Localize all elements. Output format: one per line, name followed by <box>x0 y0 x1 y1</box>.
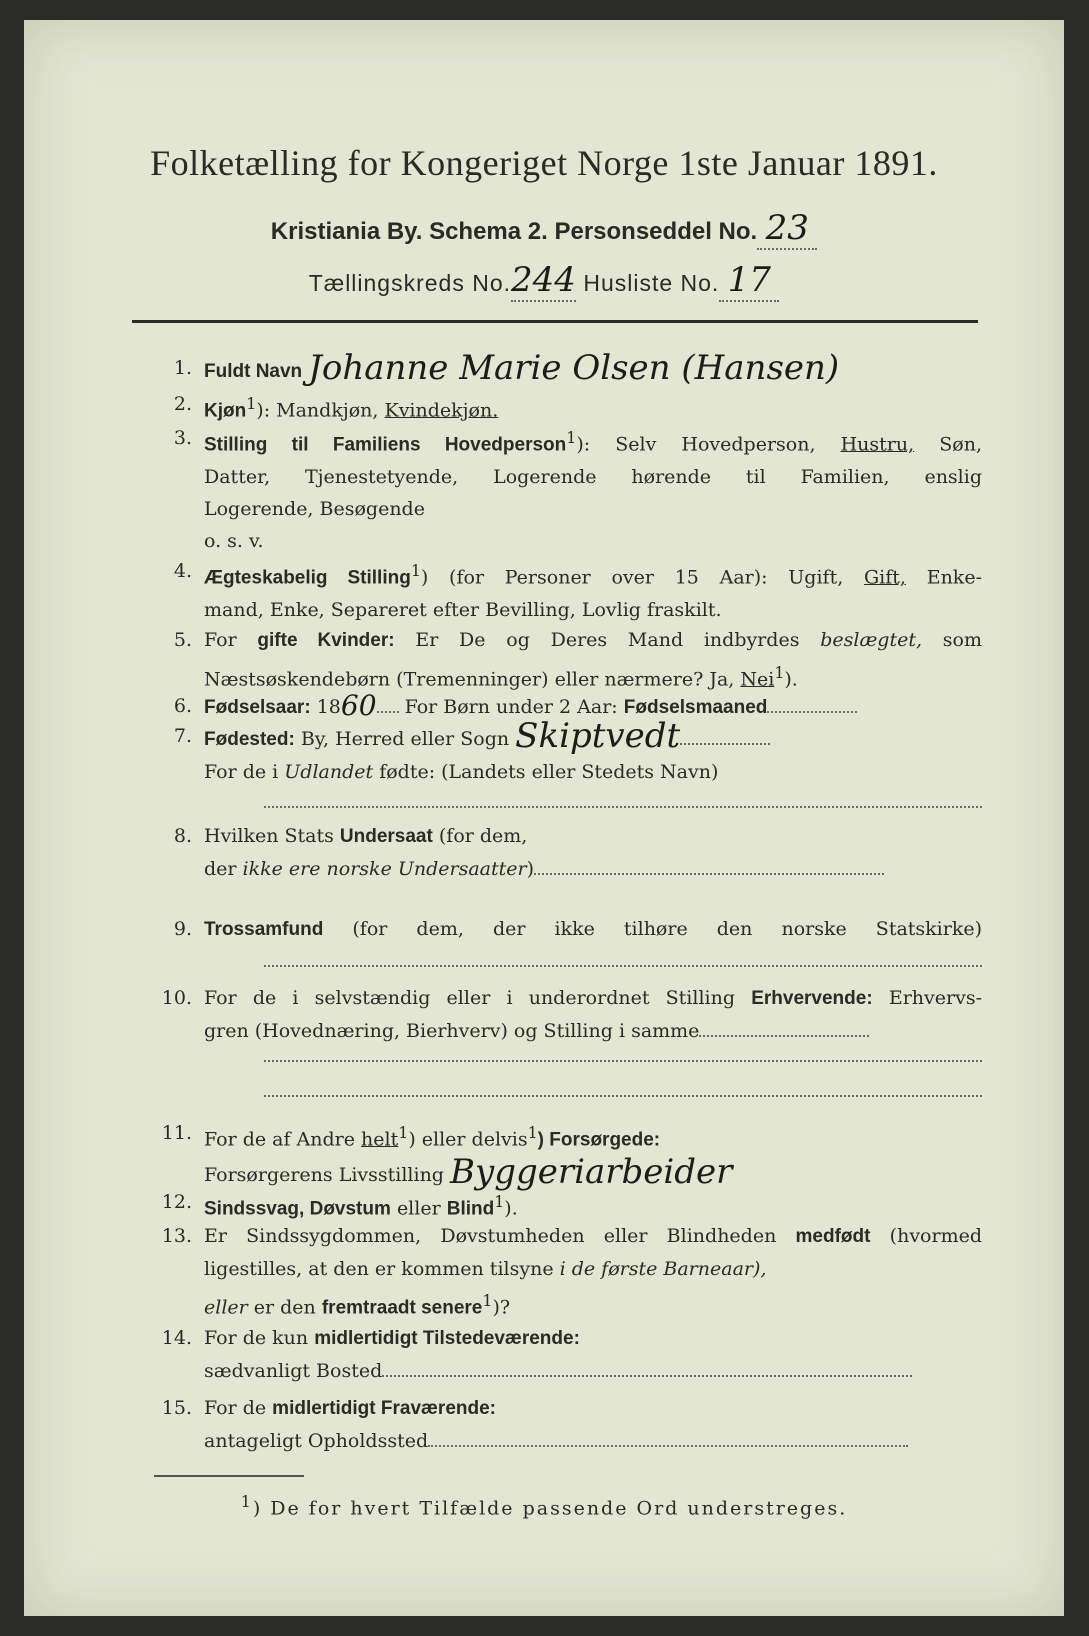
birthyear-value: 60 <box>340 689 377 722</box>
form-title: Folketælling for Kongeriget Norge 1ste Januar 1891. <box>150 143 938 183</box>
underlined-option: Hustru, <box>840 433 915 456</box>
field-label: Undersaat <box>339 826 433 847</box>
field-text: Er De og Deres Mand indbyrdes <box>415 629 800 651</box>
footnote-mark: 1 <box>410 561 421 580</box>
italic-text: ikke ere norske Undersaatter <box>242 858 527 880</box>
italic-text: beslægtet, <box>820 629 923 651</box>
dotted-line <box>264 965 982 967</box>
item-body <box>204 555 982 626</box>
field-text: er den <box>253 1296 316 1319</box>
field-text: ligestilles, at den er kommen tilsyne <box>204 1258 554 1280</box>
field-text: eller <box>396 1197 441 1220</box>
field-text: (for dem, der ikke tilhøre den norske Statskirke) <box>352 918 983 940</box>
field-text: For de kun <box>204 1327 309 1349</box>
line <box>204 1015 982 1047</box>
field-text: ): Mandkjøn, <box>256 399 379 422</box>
field-text: ): Selv Hovedperson, <box>576 433 816 456</box>
item-body <box>204 422 982 557</box>
field-label: Fødselsaar: <box>204 697 311 718</box>
field-text: ). <box>504 1197 518 1220</box>
field-label: gifte Kvinder: <box>257 630 395 651</box>
item-number: 3. <box>173 427 192 449</box>
dotted-line <box>699 1017 869 1037</box>
field-label: midlertidigt Fraværende: <box>272 1398 496 1419</box>
item-number: 10. <box>161 987 192 1009</box>
field-text: For de <box>204 1397 267 1419</box>
item-number: 6. <box>173 695 192 717</box>
field-text: Søn, <box>939 433 982 456</box>
field-text: som <box>942 629 982 651</box>
footnote-mark: 1 <box>482 1291 493 1310</box>
field-label: Fuldt Navn <box>204 361 303 382</box>
birthplace-value: Skiptvedt <box>515 716 681 756</box>
footnote-mark: 1 <box>566 428 577 447</box>
field-label: ) Forsørgede: <box>537 1129 661 1151</box>
dotted-line <box>680 725 770 745</box>
item-body <box>204 1392 982 1457</box>
footnote-text: ) De for hvert Tilfælde passende Ord understreges. <box>252 1497 848 1520</box>
subtitle-prefix: Kristiania By. Schema 2. Personseddel No. <box>270 218 758 245</box>
year-prefix: 18 <box>316 696 341 718</box>
field-text: For de i selvstændig eller i underordnet Stilling <box>204 987 736 1009</box>
footnote <box>24 1492 1064 1519</box>
field-text: For de i <box>204 761 279 783</box>
field-text: Enke- <box>926 566 982 589</box>
underlined-option: helt <box>361 1128 399 1151</box>
item-body <box>204 348 982 388</box>
item-number: 11. <box>161 1122 192 1144</box>
line: Datter, Tjenestetyende, Logerende hørende til Familien, enslig <box>204 466 982 489</box>
field-text: Forsørgerens Livsstilling <box>204 1164 444 1187</box>
field-label: Kjøn <box>204 400 247 422</box>
field-label: Blind <box>446 1198 495 1220</box>
line <box>204 1425 982 1457</box>
footnote-mark: 1 <box>240 1492 253 1511</box>
footnote-rule <box>154 1475 304 1477</box>
name-value: Johanne Marie Olsen (Hansen) <box>308 348 840 388</box>
item-number: 2. <box>173 393 192 415</box>
footnote-mark: 1 <box>246 394 257 413</box>
item-body <box>204 716 982 788</box>
field-label: Trossamfund <box>204 919 324 940</box>
field-text: Næstsøskendebørn (Tremenninger) eller nærmere? Ja, <box>204 668 735 691</box>
field-text: ) (for Personer over 15 Aar): Ugift, <box>420 566 844 589</box>
field-text: For Børn under 2 Aar: <box>404 696 618 718</box>
field-label: Ægteskabelig Stilling <box>204 567 411 589</box>
field-text: For <box>204 629 237 651</box>
field-text: By, Herred eller Sogn <box>300 728 510 750</box>
dotted-line <box>382 1357 912 1377</box>
field-text: fødte: (Landets eller Stedets Navn) <box>379 761 719 783</box>
item-body <box>204 820 982 885</box>
italic-text: eller <box>204 1296 248 1319</box>
line: mand, Enke, Separeret efter Bevilling, Lovlig fraskilt. <box>204 599 722 622</box>
field-text: ) <box>526 858 535 880</box>
item-body <box>204 913 982 946</box>
line <box>204 1253 982 1285</box>
field-label: Fødselsmaaned <box>623 697 768 718</box>
item-number: 4. <box>173 560 192 582</box>
line <box>204 982 982 1015</box>
provider-occupation-value: Byggeriarbeider <box>450 1152 733 1193</box>
item-number: 9. <box>173 918 192 940</box>
line: o. s. v. <box>204 530 264 553</box>
header-rule <box>132 320 978 323</box>
line <box>204 853 982 885</box>
field-label: medfødt <box>795 1226 871 1247</box>
item-body <box>204 624 982 695</box>
field-text: )? <box>492 1296 511 1319</box>
footnote-mark: 1 <box>494 1192 505 1211</box>
field-text: gren (Hovednæring, Bierhverv) og Stilling i samme <box>204 1020 700 1042</box>
item-number: 7. <box>173 725 192 747</box>
form-subtitle <box>24 208 1064 250</box>
item-body <box>204 1117 982 1191</box>
dotted-line <box>377 693 399 713</box>
field-label: fremtraadt senere <box>321 1297 483 1319</box>
husliste-number: 17 <box>719 260 779 302</box>
field-text: Erhvervs- <box>888 987 982 1009</box>
dotted-line <box>264 806 982 808</box>
item-number: 15. <box>161 1397 192 1419</box>
line <box>204 1220 982 1253</box>
field-label: Erhvervende: <box>751 988 873 1009</box>
footnote-mark: 1 <box>527 1123 538 1142</box>
line <box>204 1322 982 1355</box>
item-number: 8. <box>173 825 192 847</box>
italic-text: Udlandet <box>284 761 374 783</box>
krets-number: 244 <box>511 260 576 300</box>
line <box>204 716 982 756</box>
dotted-line <box>264 1060 982 1062</box>
line <box>204 422 982 461</box>
field-label: Stilling til Familiens Hovedperson <box>204 434 567 456</box>
personseddel-number: 23 <box>757 208 817 250</box>
field-text: der <box>204 858 237 880</box>
field-text: ) eller delvis <box>408 1128 528 1151</box>
census-form <box>24 20 1064 1616</box>
footnote-mark: 1 <box>398 1123 409 1142</box>
underlined-option: Kvindekjøn. <box>384 399 499 422</box>
item-number: 5. <box>173 629 192 651</box>
footnote-mark: 1 <box>774 663 785 682</box>
line <box>204 1285 982 1324</box>
field-text: Er Sindssygdommen, Døvstumheden eller Blindheden <box>204 1225 777 1247</box>
dotted-line <box>428 1427 908 1447</box>
line <box>204 756 982 788</box>
line <box>204 820 982 853</box>
dotted-line <box>264 1095 982 1097</box>
underlined-option: Gift, <box>864 566 906 589</box>
underlined-option: Nei <box>740 668 775 691</box>
field-text: Hvilken Stats <box>204 825 334 847</box>
field-text: (hvormed <box>889 1225 982 1247</box>
dotted-line <box>767 693 857 713</box>
field-text: antageligt Opholdssted <box>204 1430 429 1452</box>
item-body <box>204 1220 982 1324</box>
field-text: (for dem, <box>438 825 528 847</box>
field-text: ). <box>784 668 798 691</box>
item-body <box>204 1322 982 1387</box>
field-label: midlertidigt Tilstedeværende: <box>314 1328 580 1349</box>
line <box>204 555 982 594</box>
dotted-line <box>534 855 884 875</box>
line: Logerende, Besøgende <box>204 498 425 521</box>
field-text: sædvanligt Bosted <box>204 1360 383 1382</box>
husliste-label: Husliste No. <box>583 270 720 296</box>
item-number: 1. <box>173 357 192 379</box>
line <box>204 624 982 657</box>
field-text: For de af Andre <box>204 1128 355 1151</box>
krets-label: Tællingskreds No. <box>308 270 512 296</box>
line <box>204 1392 982 1425</box>
field-label: Fødested: <box>204 729 295 750</box>
field-label: Sindssvag, Døvstum <box>204 1198 391 1220</box>
line <box>204 1355 982 1387</box>
item-body <box>204 982 982 1047</box>
item-number: 13. <box>161 1225 192 1247</box>
item-number: 14. <box>161 1327 192 1349</box>
italic-text: i de første Barneaar), <box>559 1258 767 1280</box>
line <box>204 1117 982 1156</box>
krets-line <box>24 260 1064 302</box>
item-number: 12. <box>161 1191 192 1213</box>
